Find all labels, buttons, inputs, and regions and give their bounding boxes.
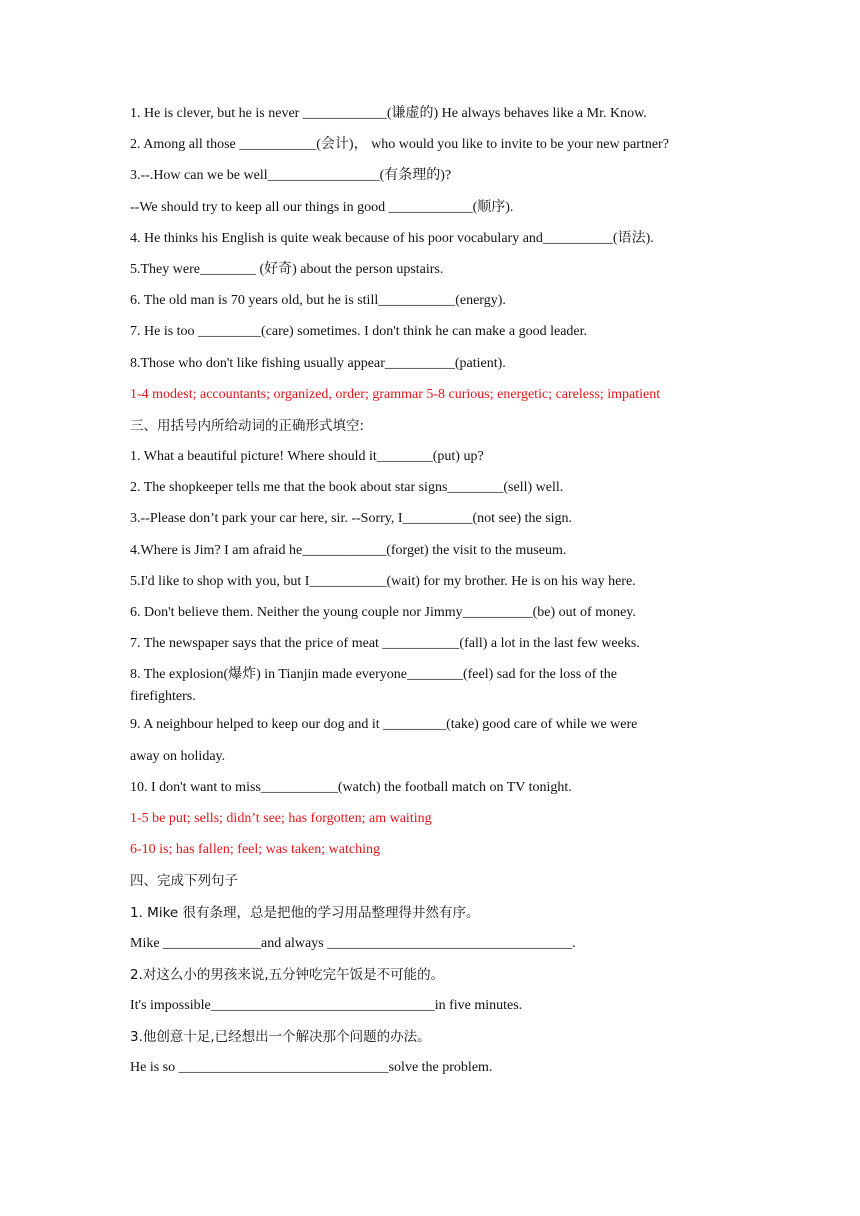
sentence-2-chinese: 2.对这么小的男孩来说,五分钟吃完午饭是不可能的。 (130, 966, 445, 983)
sentence-1-chinese: 1. Mike 很有条理，总是把他的学习用品整理得井然有序。 (130, 904, 480, 921)
exercise-item-3-reply: --We should try to keep all our things in good ____________(顺序). (130, 199, 514, 215)
exercise-item-4: 4. He thinks his English is quite weak because of his poor vocabulary and__________(语法). (130, 230, 654, 246)
exercise-item-2: 2. Among all those ___________(会计)， who would you like to invite to be your new partner? (130, 137, 669, 153)
sentence-3-chinese: 3.他创意十足,已经想出一个解决那个问题的办法。 (130, 1029, 431, 1046)
verb-item-6: 6. Don't believe them. Neither the young couple nor Jimmy__________(be) out of money. (130, 605, 636, 620)
verb-item-4: 4.Where is Jim? I am afraid he____________(forget) the visit to the museum. (130, 542, 567, 558)
exercise-item-8: 8.Those who don't like fishing usually appear__________(patient). (130, 355, 506, 371)
section-3-heading: 三、用括号内所给动词的正确形式填空: (130, 417, 365, 434)
worksheet-page (130, 106, 750, 1076)
section-4-heading: 四、完成下列句子 (130, 873, 238, 890)
sentence-2-english: It's impossible________________________________in five minutes. (130, 998, 523, 1014)
verb-item-9-line-2: away on holiday. (130, 748, 226, 764)
verb-item-2: 2. The shopkeeper tells me that the book about star signs________(sell) well. (130, 480, 564, 496)
exercise-item-3: 3.--.How can we be well________________(有条理的)? (130, 168, 452, 184)
sentence-1-english: Mike ______________and always ___________________________________. (130, 935, 576, 951)
verb-item-9-line-1: 9. A neighbour helped to keep our dog and it _________(take) good care of while we were (130, 717, 638, 733)
exercise-item-6: 6. The old man is 70 years old, but he is still___________(energy). (130, 293, 506, 309)
answer-key-section-2: 1-4 modest; accountants; organized, order; grammar 5-8 curious; energetic; careless; impatient (130, 386, 661, 402)
verb-item-7: 7. The newspaper says that the price of meat ___________(fall) a lot in the last few weeks. (130, 636, 640, 652)
verb-item-8: 8. The explosion(爆炸) in Tianjin made everyone________(feel) sad for the loss of the firefighters. (130, 667, 617, 705)
verb-item-10: 10. I don't want to miss___________(watch) the football match on TV tonight. (130, 779, 572, 795)
verb-item-1: 1. What a beautiful picture! Where should it________(put) up? (130, 449, 484, 465)
exercise-item-5: 5.They were________ (好奇) about the person upstairs. (130, 261, 444, 277)
exercise-item-1: 1. He is clever, but he is never ____________(谦虚的) He always behaves like a Mr. Know. (130, 106, 647, 121)
verb-item-5: 5.I'd like to shop with you, but I___________(wait) for my brother. He is on his way here. (130, 573, 636, 589)
verb-item-3: 3.--Please don’t park your car here, sir. --Sorry, I__________(not see) the sign. (130, 511, 573, 527)
answer-key-section-3-part-2: 6-10 is; has fallen; feel; was taken; watching (130, 842, 380, 858)
answer-key-section-3-part-1: 1-5 be put; sells; didn’t see; has forgotten; am waiting (130, 810, 432, 826)
exercise-item-7: 7. He is too _________(care) sometimes. I don't think he can make a good leader. (130, 324, 588, 340)
sentence-3-english: He is so ______________________________solve the problem. (130, 1060, 493, 1076)
